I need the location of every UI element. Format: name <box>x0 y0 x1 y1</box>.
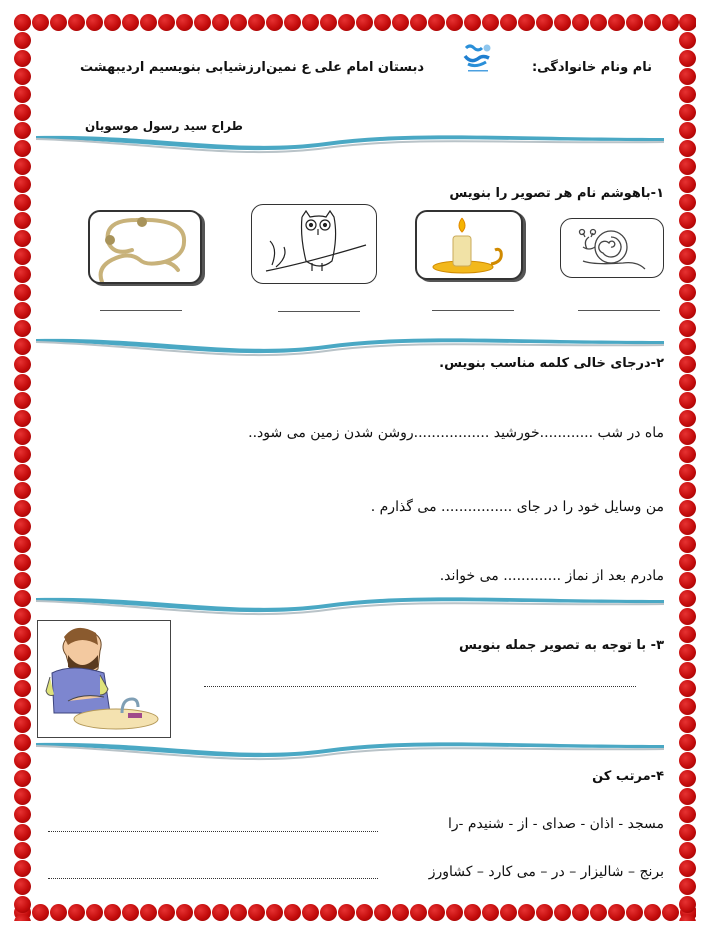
bead-icon <box>679 104 696 121</box>
bead-icon <box>194 14 211 31</box>
bead-icon <box>679 788 696 805</box>
bead-icon <box>320 14 337 31</box>
bead-icon <box>464 14 481 31</box>
bead-icon <box>679 284 696 301</box>
bead-icon <box>14 842 31 859</box>
bead-icon <box>14 446 31 463</box>
bead-icon <box>679 842 696 859</box>
bead-icon <box>410 904 427 921</box>
bead-icon <box>464 904 481 921</box>
bead-icon <box>302 14 319 31</box>
bead-icon <box>679 860 696 877</box>
bead-icon <box>14 482 31 499</box>
bead-icon <box>14 662 31 679</box>
bead-icon <box>679 446 696 463</box>
bead-icon <box>679 302 696 319</box>
bead-icon <box>230 904 247 921</box>
bead-icon <box>679 572 696 589</box>
bead-icon <box>518 14 535 31</box>
bead-icon <box>122 904 139 921</box>
bead-icon <box>679 266 696 283</box>
bead-icon <box>14 104 31 121</box>
bead-icon <box>104 14 121 31</box>
bead-icon <box>14 572 31 589</box>
scrambled-words: مسجد - اذان - صدای - از - شنیدم -را <box>448 816 664 832</box>
bead-icon <box>679 716 696 733</box>
bead-icon <box>679 644 696 661</box>
bead-icon <box>14 806 31 823</box>
bead-icon <box>14 428 31 445</box>
bead-icon <box>140 904 157 921</box>
bead-icon <box>68 904 85 921</box>
bead-icon <box>14 626 31 643</box>
candle-picture <box>415 210 523 280</box>
bead-icon <box>248 904 265 921</box>
bead-icon <box>644 14 661 31</box>
snail-picture <box>560 218 664 278</box>
bead-icon <box>14 536 31 553</box>
bead-icon <box>679 536 696 553</box>
wave-divider <box>36 130 664 158</box>
bead-icon <box>662 904 679 921</box>
bead-icon <box>679 356 696 373</box>
bead-icon <box>572 904 589 921</box>
bead-icon <box>482 904 499 921</box>
bead-icon <box>32 14 49 31</box>
bead-icon <box>14 212 31 229</box>
bead-icon <box>679 212 696 229</box>
bead-icon <box>14 824 31 841</box>
bead-icon <box>14 302 31 319</box>
bead-icon <box>14 590 31 607</box>
bead-icon <box>284 904 301 921</box>
bead-icon <box>679 806 696 823</box>
bead-icon <box>14 860 31 877</box>
bead-icon <box>482 14 499 31</box>
bead-icon <box>428 14 445 31</box>
bead-icon <box>248 14 265 31</box>
bead-icon <box>14 734 31 751</box>
snail-icon <box>561 219 663 277</box>
bead-icon <box>536 904 553 921</box>
school-logo-icon <box>460 40 496 76</box>
bead-icon <box>212 904 229 921</box>
rope-icon <box>90 212 200 282</box>
bead-icon <box>14 770 31 787</box>
bead-icon <box>608 904 625 921</box>
bead-icon <box>14 518 31 535</box>
bead-icon <box>679 914 696 921</box>
bead-icon <box>446 14 463 31</box>
bead-icon <box>14 230 31 247</box>
scrambled-words: برنج – شالیزار – در – می کارد – کشاورز <box>428 864 664 880</box>
bead-icon <box>590 14 607 31</box>
bead-icon <box>679 500 696 517</box>
bead-icon <box>14 266 31 283</box>
bead-icon <box>446 904 463 921</box>
fill-blank-sentence[interactable]: مادرم بعد از نماز ............. می خواند. <box>439 568 664 584</box>
bead-icon <box>14 752 31 769</box>
bead-icon <box>679 698 696 715</box>
bead-icon <box>104 904 121 921</box>
bead-icon <box>679 194 696 211</box>
answer-line-owl[interactable] <box>278 311 360 312</box>
bead-icon <box>590 904 607 921</box>
man-washing-hands-picture <box>37 620 171 738</box>
bead-icon <box>212 14 229 31</box>
bead-icon <box>679 680 696 697</box>
bead-icon <box>14 896 31 913</box>
bead-icon <box>14 86 31 103</box>
bead-icon <box>679 878 696 895</box>
bead-icon <box>679 464 696 481</box>
bead-icon <box>158 14 175 31</box>
answer-line-candle[interactable] <box>432 310 514 311</box>
bead-icon <box>14 194 31 211</box>
bead-icon <box>679 734 696 751</box>
bead-icon <box>14 356 31 373</box>
bead-icon <box>374 14 391 31</box>
rope-picture <box>88 210 202 284</box>
wave-divider <box>36 592 664 620</box>
bead-icon <box>284 14 301 31</box>
name-field-label: نام ونام خانوادگی: <box>531 60 652 75</box>
bead-icon <box>679 140 696 157</box>
bead-icon <box>374 904 391 921</box>
bead-icon <box>14 644 31 661</box>
bead-icon <box>679 590 696 607</box>
bead-icon <box>392 14 409 31</box>
question-4-title: ۴-مرتب کن <box>592 769 664 784</box>
bead-border-top <box>14 14 696 31</box>
bead-icon <box>14 608 31 625</box>
bead-icon <box>14 878 31 895</box>
bead-icon <box>679 374 696 391</box>
bead-icon <box>679 392 696 409</box>
bead-icon <box>122 14 139 31</box>
answer-line-sentence[interactable] <box>204 686 636 687</box>
bead-icon <box>14 32 31 49</box>
bead-icon <box>14 410 31 427</box>
bead-icon <box>554 904 571 921</box>
answer-line-reorder[interactable] <box>48 831 378 832</box>
fill-blank-sentence[interactable]: من وسایل خود را در جای ................ می گذارم . <box>370 499 664 515</box>
bead-icon <box>32 904 49 921</box>
question-3-title: ۳- با توجه به تصویر جمله بنویس <box>459 638 664 653</box>
bead-icon <box>679 824 696 841</box>
bead-icon <box>428 904 445 921</box>
bead-icon <box>536 14 553 31</box>
bead-icon <box>338 904 355 921</box>
bead-icon <box>14 248 31 265</box>
bead-icon <box>662 14 679 31</box>
bead-icon <box>356 904 373 921</box>
bead-icon <box>679 50 696 67</box>
bead-icon <box>266 904 283 921</box>
candle-icon <box>417 212 521 278</box>
bead-icon <box>86 14 103 31</box>
school-name: دبستان امام علی ع نمین <box>266 60 424 75</box>
bead-icon <box>679 248 696 265</box>
bead-icon <box>679 482 696 499</box>
bead-icon <box>302 904 319 921</box>
bead-icon <box>14 554 31 571</box>
bead-icon <box>338 14 355 31</box>
exam-title: ارزشیابی بنویسیم اردیبهشت <box>80 60 266 75</box>
bead-icon <box>356 14 373 31</box>
bead-icon <box>608 14 625 31</box>
man-washing-hands-icon <box>38 621 170 737</box>
bead-icon <box>50 14 67 31</box>
bead-icon <box>14 14 31 31</box>
bead-icon <box>14 140 31 157</box>
bead-icon <box>14 122 31 139</box>
bead-icon <box>679 176 696 193</box>
bead-icon <box>14 176 31 193</box>
bead-icon <box>230 14 247 31</box>
bead-icon <box>679 14 696 31</box>
bead-icon <box>14 788 31 805</box>
bead-icon <box>679 608 696 625</box>
bead-icon <box>158 904 175 921</box>
bead-icon <box>679 896 696 913</box>
bead-icon <box>679 32 696 49</box>
fill-blank-sentence[interactable]: ماه در شب ............خورشید .................روشن شدن زمین می شود.. <box>248 425 664 441</box>
bead-icon <box>14 698 31 715</box>
bead-icon <box>679 338 696 355</box>
bead-icon <box>500 14 517 31</box>
bead-icon <box>518 904 535 921</box>
bead-icon <box>14 320 31 337</box>
bead-border-right <box>679 14 696 921</box>
bead-icon <box>644 904 661 921</box>
bead-icon <box>14 500 31 517</box>
bead-icon <box>679 752 696 769</box>
bead-icon <box>176 904 193 921</box>
answer-line-rope[interactable] <box>100 310 182 311</box>
question-2-title: ۲-درجای خالی کلمه مناسب بنویس. <box>439 356 664 371</box>
bead-icon <box>14 338 31 355</box>
bead-icon <box>14 68 31 85</box>
bead-icon <box>679 68 696 85</box>
bead-icon <box>679 554 696 571</box>
owl-icon <box>252 205 376 283</box>
bead-icon <box>68 14 85 31</box>
bead-icon <box>86 904 103 921</box>
question-1-title: ۱-باهوشم نام هر تصویر را بنویس <box>449 186 664 201</box>
designer-credit: طراح سید رسول موسویان <box>85 119 243 133</box>
bead-icon <box>14 680 31 697</box>
bead-border-bottom <box>14 904 696 921</box>
owl-picture <box>251 204 377 284</box>
bead-icon <box>679 230 696 247</box>
bead-border-left <box>14 14 31 921</box>
bead-icon <box>679 770 696 787</box>
bead-icon <box>14 374 31 391</box>
answer-line-snail[interactable] <box>578 310 660 311</box>
bead-icon <box>320 904 337 921</box>
bead-icon <box>266 14 283 31</box>
bead-icon <box>679 428 696 445</box>
bead-icon <box>14 464 31 481</box>
bead-icon <box>679 410 696 427</box>
bead-icon <box>554 14 571 31</box>
bead-icon <box>679 626 696 643</box>
bead-icon <box>14 716 31 733</box>
bead-icon <box>626 904 643 921</box>
bead-icon <box>176 14 193 31</box>
bead-icon <box>50 904 67 921</box>
bead-icon <box>679 518 696 535</box>
bead-icon <box>572 14 589 31</box>
bead-icon <box>410 14 427 31</box>
bead-icon <box>14 914 31 921</box>
bead-icon <box>140 14 157 31</box>
bead-icon <box>679 122 696 139</box>
bead-icon <box>500 904 517 921</box>
bead-icon <box>679 320 696 337</box>
answer-line-reorder[interactable] <box>48 878 378 879</box>
bead-icon <box>14 158 31 175</box>
bead-icon <box>194 904 211 921</box>
wave-divider <box>36 737 664 765</box>
bead-icon <box>679 662 696 679</box>
bead-icon <box>679 158 696 175</box>
bead-icon <box>392 904 409 921</box>
bead-icon <box>679 86 696 103</box>
bead-icon <box>14 392 31 409</box>
bead-icon <box>14 50 31 67</box>
bead-icon <box>626 14 643 31</box>
bead-icon <box>14 284 31 301</box>
